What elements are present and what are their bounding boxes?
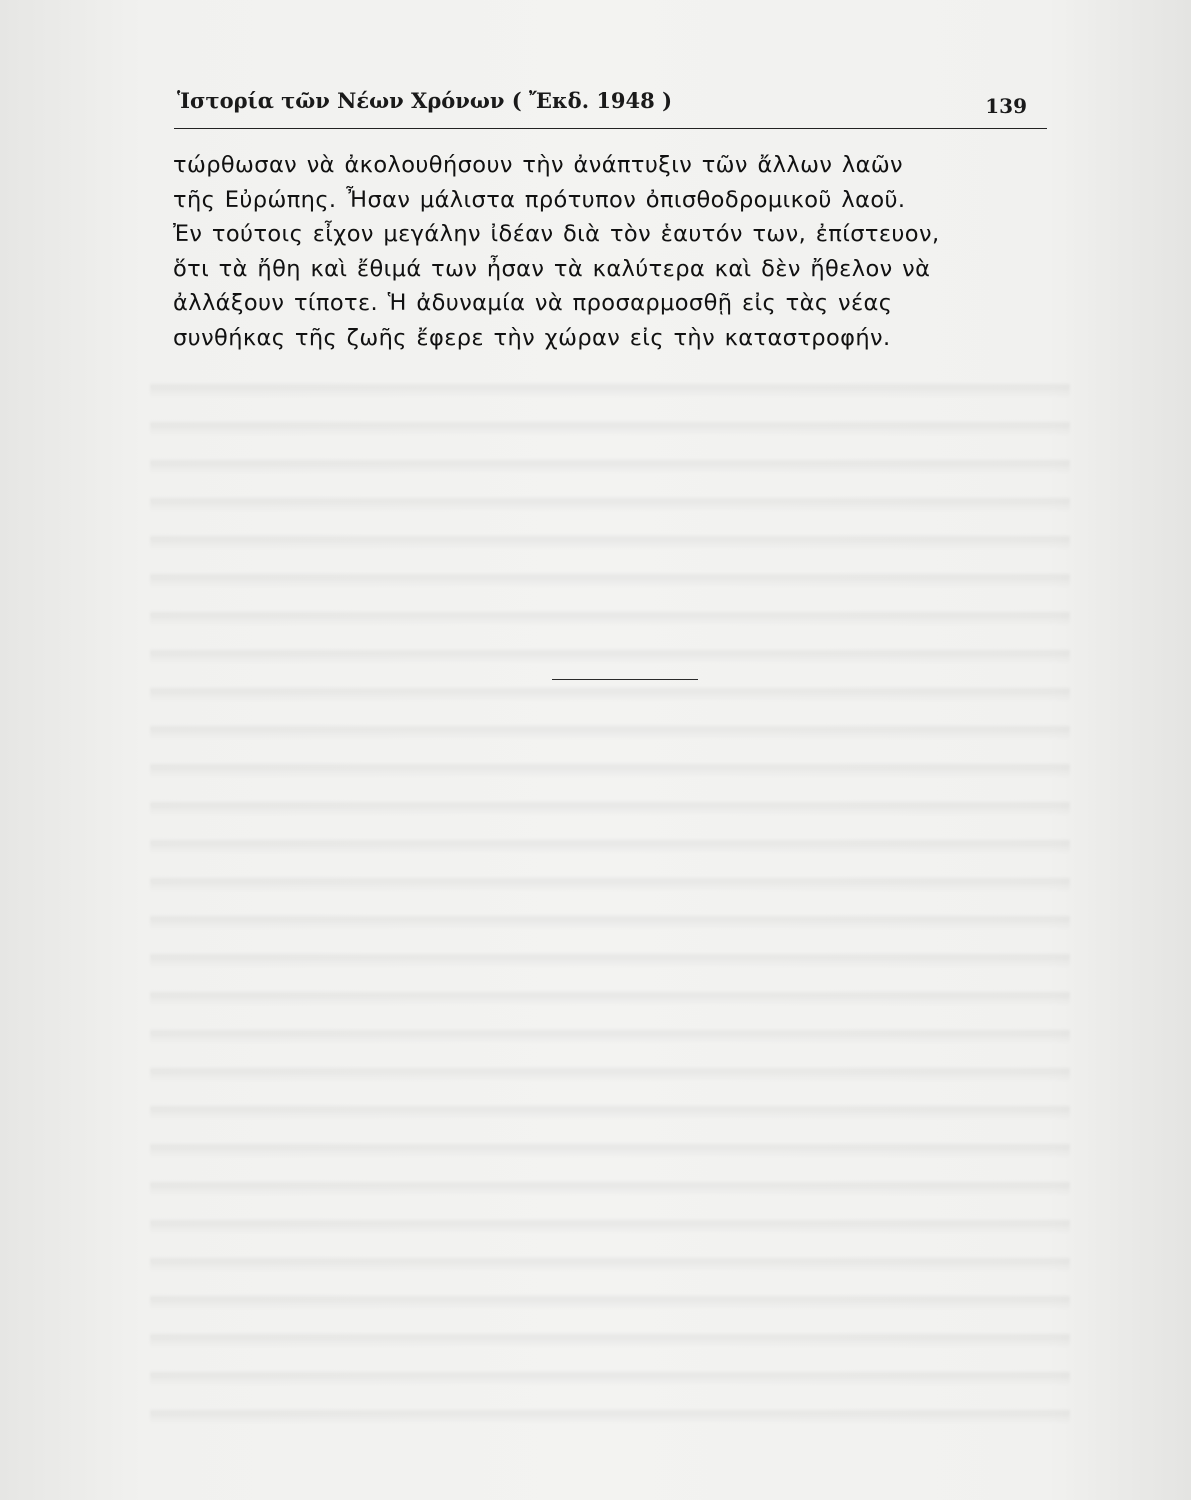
text-line: τῆς Εὐρώπης. Ἦσαν μάλιστα πρότυπον ὀπισθοδρομικοῦ λαοῦ. — [173, 186, 906, 213]
header-rule — [174, 128, 1047, 129]
running-title: Ἱστορία τῶν Νέων Χρόνων ( Ἔκδ. 1948 ) — [177, 88, 673, 113]
bleed-through-shadow — [150, 360, 1070, 1440]
section-end-rule — [552, 679, 698, 680]
page-number: 139 — [985, 94, 1027, 118]
text-line: Ἐν τούτοις εἶχον μεγάλην ἰδέαν διὰ τὸν ἑαυτόν των, ἐπίστευον, — [173, 221, 940, 247]
body-paragraph — [173, 148, 1053, 355]
text-line: ὅτι τὰ ἤθη καὶ ἔθιμά των ἦσαν τὰ καλύτερα καὶ δὲν ἤθελον νὰ — [173, 255, 931, 282]
text-line: τώρθωσαν νὰ ἀκολουθήσουν τὴν ἀνάπτυξιν τῶν ἄλλων λαῶν — [173, 152, 904, 178]
page-header — [177, 88, 1047, 132]
text-line: συνθήκας τῆς ζωῆς ἔφερε τὴν χώραν εἰς τὴν καταστροφήν. — [173, 324, 891, 351]
text-line: ἀλλάξουν τίποτε. Ἡ ἀδυναμία νὰ προσαρμοσθῇ εἰς τὰς νέας — [173, 290, 893, 316]
